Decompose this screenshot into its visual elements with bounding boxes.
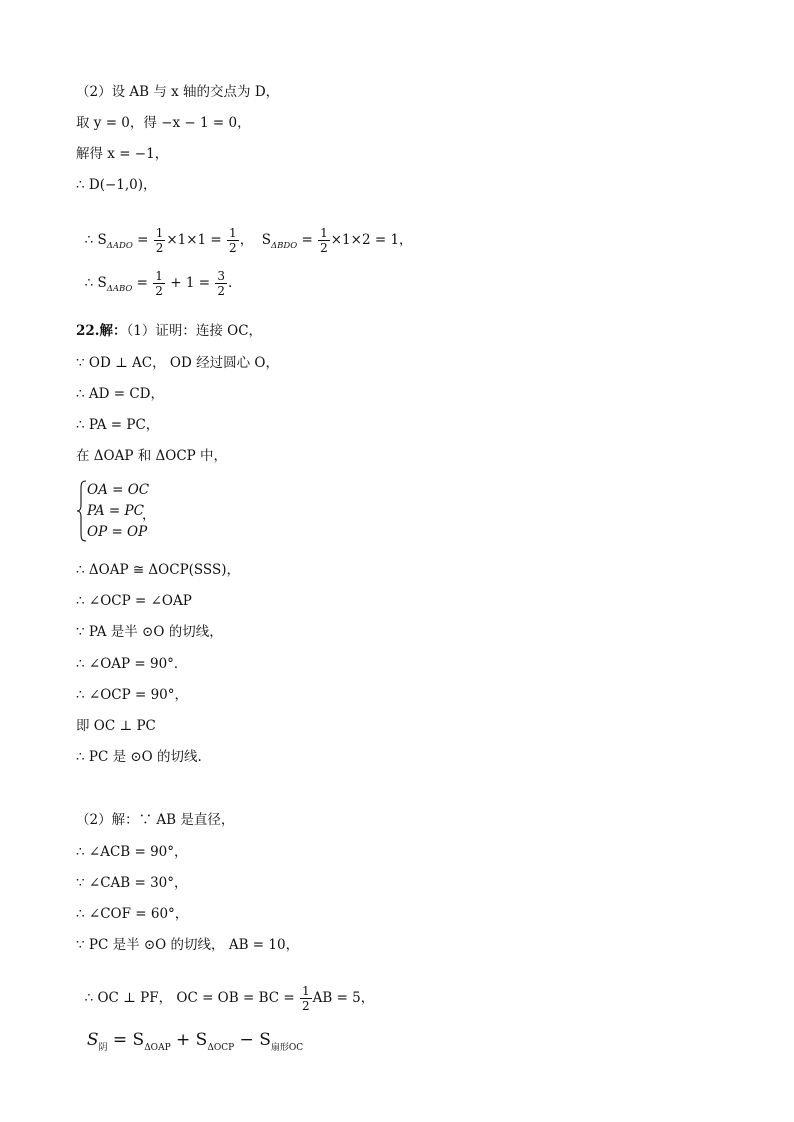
p2-line-5: ∴ $S_{\Delta ADO}$ = $\frac{1}{2}$ ×1×1 = $\frac{1}{2}$ ， $S_{\Delta BDO}$ = $\frac{1}{2}$ ×1×2 = 1， <box>84 226 413 255</box>
q22-line-7: ∴ ∠OCP = ∠OAP <box>76 593 192 609</box>
q22p2-line-5: ∵ PC 是半 ⊙O 的切线， AB = 10， <box>76 937 300 953</box>
system-eq-1: OA = OC <box>87 482 150 498</box>
q22p2-line-3: ∵ ∠CAB = 30°， <box>76 875 188 891</box>
q22p2-line-7: $S_阴 = S_{\Delta OAP} + S_{\Delta OCP} - S_{扇形OC}$ <box>86 1030 304 1053</box>
q22-line-5: 在 ΔOAP 和 ΔOCP 中， <box>76 448 228 464</box>
fraction: $\frac{3}{2}$ <box>217 269 225 298</box>
q22-line-2: ∵ OD ⊥ AC， OD 经过圆心 O， <box>76 355 279 371</box>
fraction: $\frac{1}{2}$ <box>155 226 164 255</box>
p2-line-3: 解得 x = −1， <box>76 146 169 162</box>
q22-line-4: ∴ PA = PC， <box>76 417 160 433</box>
fraction: $\frac{1}{2}$ <box>301 984 310 1013</box>
q22p2-line-6: ∴ OC ⊥ PF， OC = OB = BC = $\frac{1}{2}$ AB = 5， <box>84 984 375 1013</box>
system-comma: ， <box>142 507 156 523</box>
p2-line-2: 取 y = 0，得 −x − 1 = 0， <box>76 115 251 131</box>
p2-line-4: ∴ D(−1,0)， <box>76 177 157 193</box>
fraction: $\frac{1}{2}$ <box>229 226 237 255</box>
q22p2-line-2: ∴ ∠ACB = 90°， <box>76 844 188 860</box>
fraction: $\frac{1}{2}$ <box>320 226 328 255</box>
q22-line-12: ∴ PC 是 ⊙O 的切线. <box>76 749 202 765</box>
q22-heading: 22.解：（1）证明：连接 OC， <box>76 323 263 339</box>
q22-line-6: ∴ ΔOAP ≅ ΔOCP(SSS)， <box>76 562 240 578</box>
q22-line-3: ∴ AD = CD， <box>76 386 165 402</box>
system-eq-2: PA = PC <box>87 503 144 519</box>
q22-line-10: ∴ ∠OCP = 90°， <box>76 687 188 703</box>
p2-line-6: ∴ $S_{\Delta ABO}$ = $\frac{1}{2}$ + 1 = $\frac{3}{2}$ . <box>84 269 233 298</box>
fraction: $\frac{1}{2}$ <box>155 269 163 298</box>
q22p2-line-1: （2）解：∵ AB 是直径， <box>76 812 235 828</box>
q22p2-line-4: ∴ ∠COF = 60°， <box>76 906 189 922</box>
q22-line-9: ∴ ∠OAP = 90°． <box>76 656 188 672</box>
p2-line-1: （2）设 AB 与 x 轴的交点为 D， <box>76 84 280 100</box>
q22-line-8: ∵ PA 是半 ⊙O 的切线， <box>76 624 223 640</box>
q22-line-11: 即 OC ⊥ PC <box>76 718 156 734</box>
system-eq-3: OP = OP <box>87 524 148 540</box>
